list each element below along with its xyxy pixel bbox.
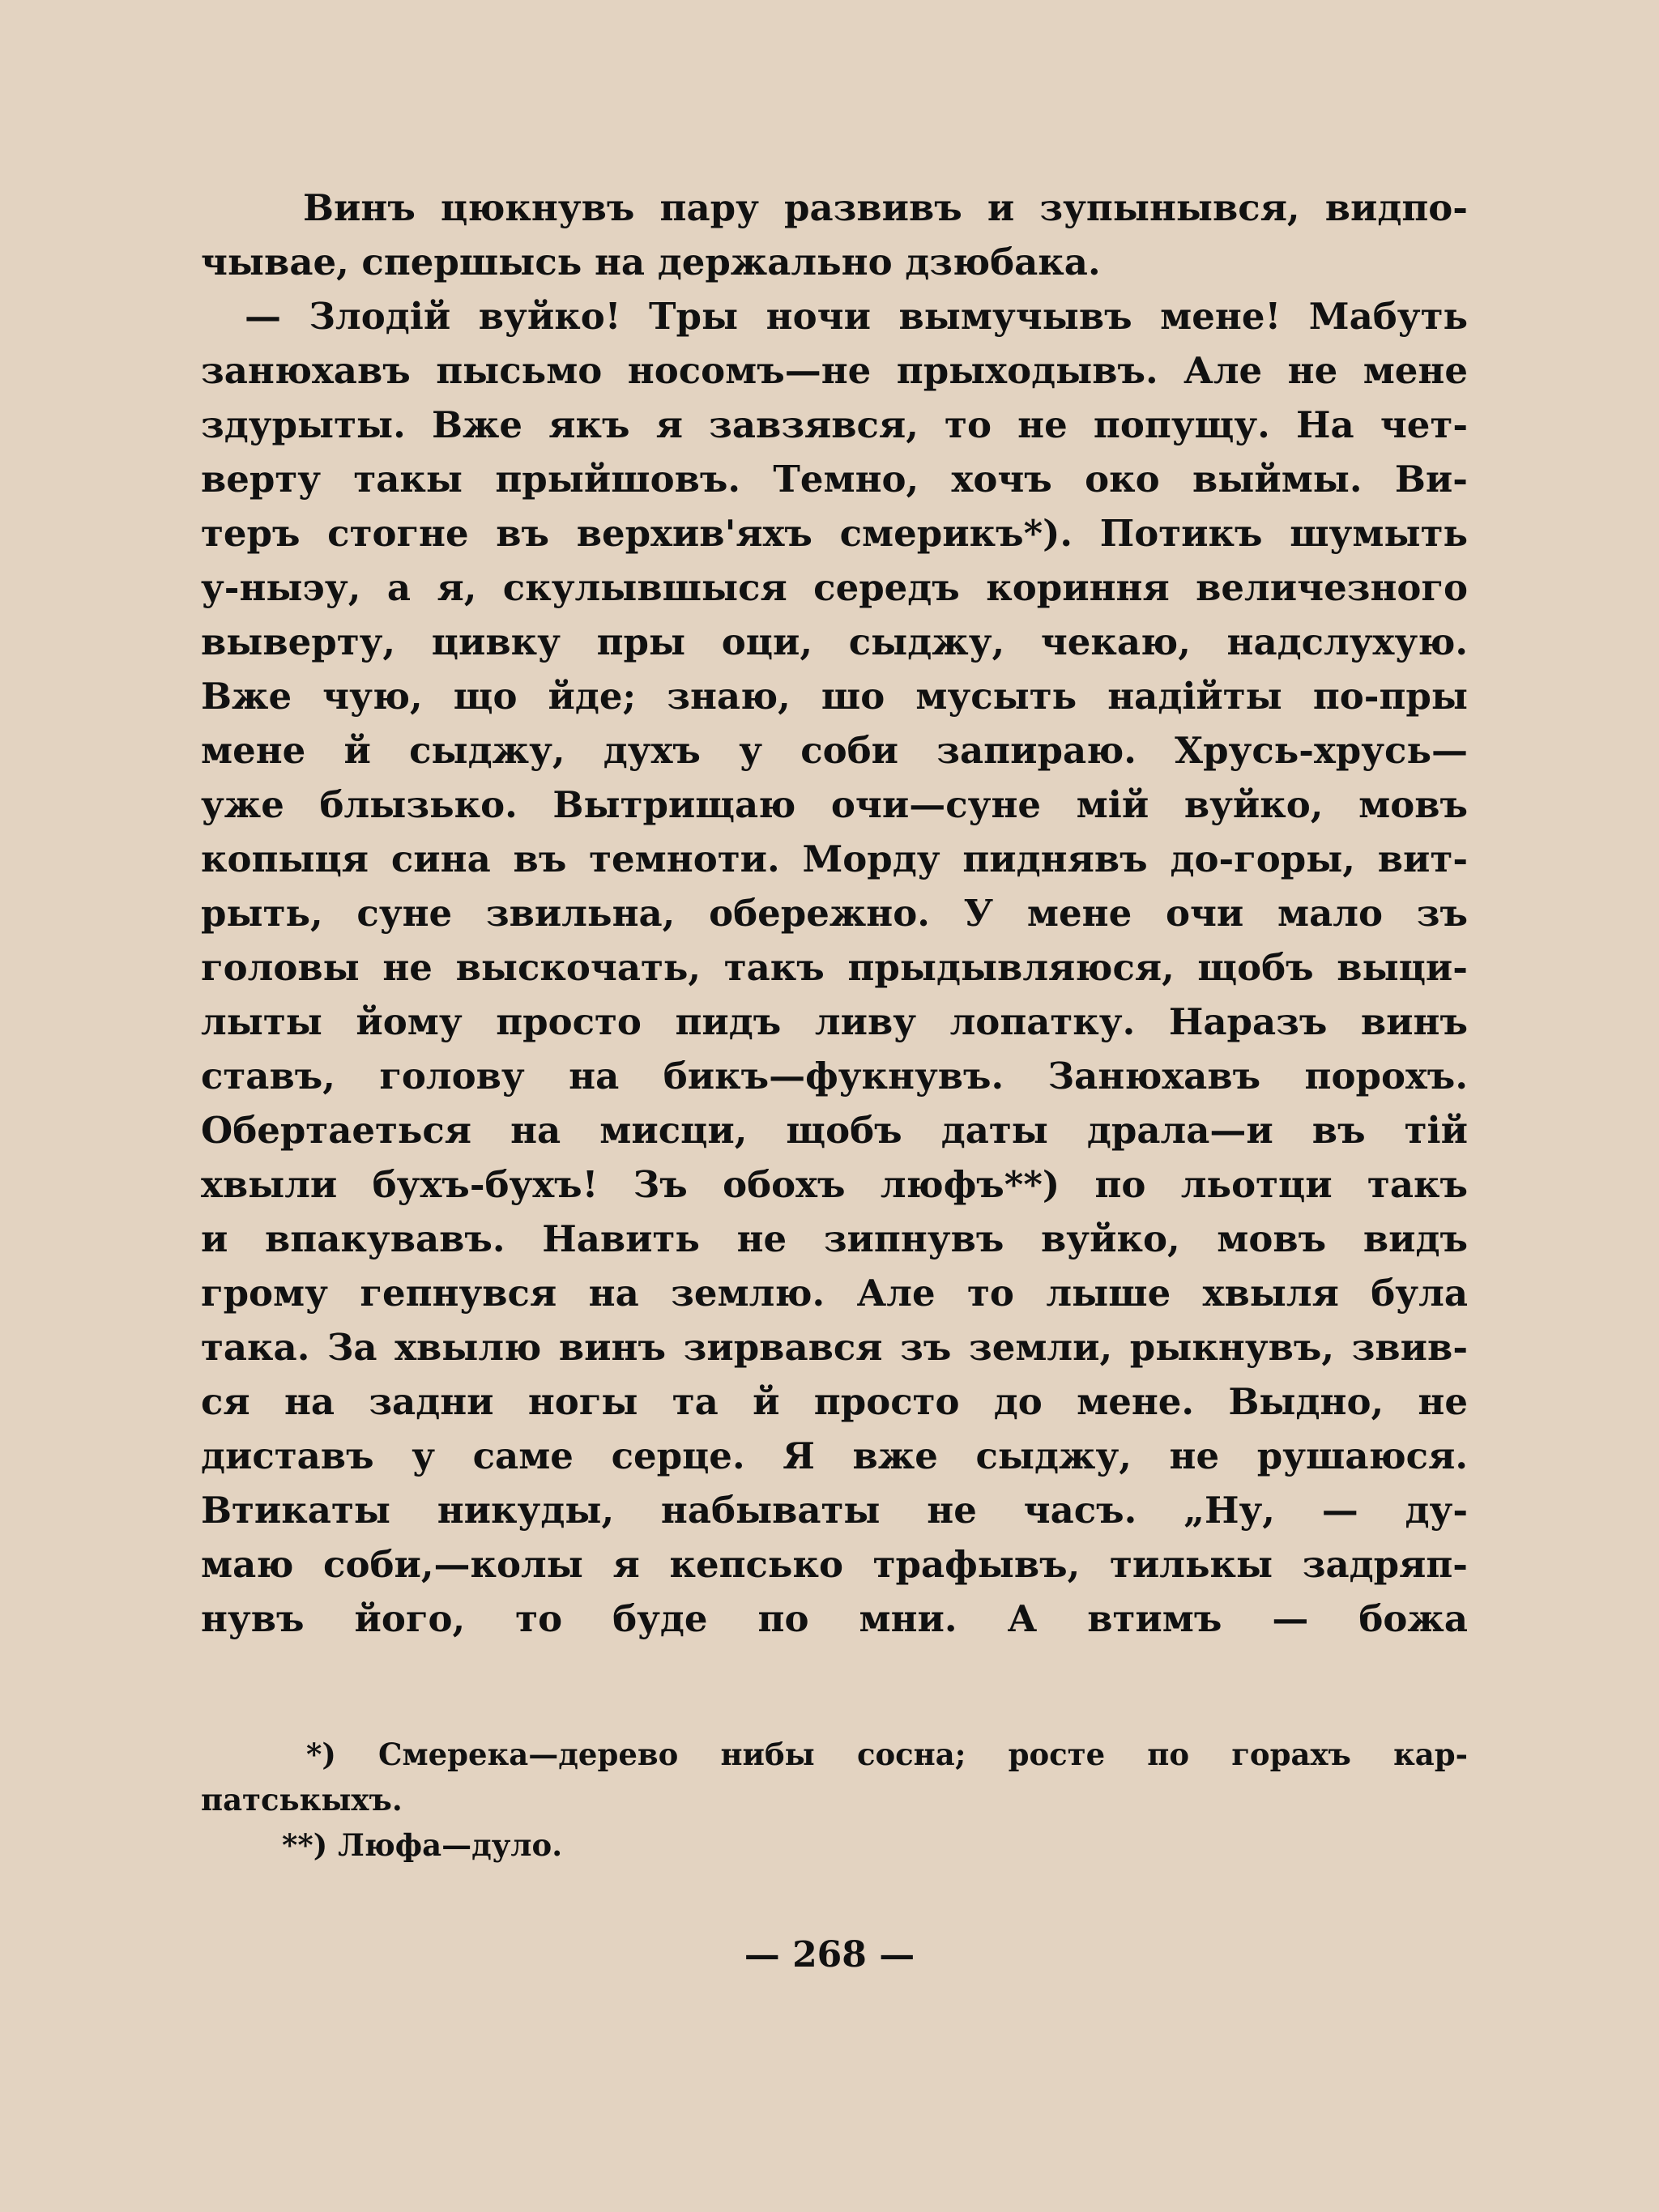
text-line: верту такы прыйшовъ. Темно, хочъ око выймы. Ви- bbox=[201, 458, 1468, 501]
text-line: здурыты. Вже якъ я завзявся, то не попущу. На чет- bbox=[201, 403, 1468, 446]
text-line: головы не выскочать, такъ прыдывляюся, щобъ выци- bbox=[201, 946, 1468, 989]
text-line: Обертаеться на мисци, щобъ даты драла—и въ тій bbox=[201, 1109, 1468, 1152]
footnotes bbox=[201, 1732, 1468, 1868]
text-line: мене й сыджу, духъ у соби запираю. Хрусь-хрусь— bbox=[201, 729, 1468, 772]
text-line: теръ стогне въ верхив'яхъ смерикъ*). Потикъ шумыть bbox=[201, 512, 1468, 555]
text-line: Вже чую, що йде; знаю, шо мусыть надійты по-пры bbox=[201, 675, 1468, 718]
text-line: ся на задни ногы та й просто до мене. Выдно, не bbox=[201, 1380, 1468, 1423]
footnote-2: **) Люфа—дуло. bbox=[282, 1827, 563, 1863]
text-line: грому гепнувся на землю. Але то лыше хвыля була bbox=[201, 1272, 1468, 1315]
text-line: рыть, суне звильна, обережно. У мене очи мало зъ bbox=[201, 892, 1468, 935]
text-line: и впакувавъ. Навить не зипнувъ вуйко, мовъ видъ bbox=[201, 1217, 1468, 1260]
text-line: ставъ, голову на бикъ—фукнувъ. Занюхавъ порохъ. bbox=[201, 1055, 1468, 1097]
page-number: — 268 — bbox=[744, 1934, 915, 1975]
text-line: диставъ у саме серце. Я вже сыджу, не рушаюся. bbox=[201, 1434, 1468, 1477]
footnote-1: *) Смерека—дерево нибы сосна; росте по горахъ кар- bbox=[306, 1737, 1468, 1772]
text-line: нувъ його, то буде по мни. А втимъ — божа bbox=[201, 1597, 1468, 1640]
text-line: уже блызько. Вытрищаю очи—суне мій вуйко, мовъ bbox=[201, 783, 1468, 826]
text-line: Втикаты никуды, набываты не часъ. „Ну, — ду- bbox=[201, 1489, 1468, 1532]
text-line: така. За хвылю винъ зирвався зъ земли, рыкнувъ, звив- bbox=[201, 1326, 1468, 1369]
text-line: копыця сина въ темноти. Морду пиднявъ до-горы, вит- bbox=[201, 837, 1468, 880]
text-line: чывае, спершысь на держально дзюбака. bbox=[201, 241, 1101, 283]
text-line: Винъ цюкнувъ пару развивъ и зупынывся, видпо- bbox=[303, 186, 1468, 229]
text-line: занюхавъ пысьмо носомъ—не прыходывъ. Але не мене bbox=[201, 349, 1468, 392]
body-text bbox=[201, 181, 1468, 1646]
text-line: — Злодій вуйко! Тры ночи вымучывъ мене! Мабуть bbox=[245, 295, 1468, 338]
text-line: хвыли бухъ-бухъ! Зъ обохъ люфъ**) по льотци такъ bbox=[201, 1163, 1468, 1206]
text-line: маю соби,—колы я кепсько трафывъ, тилькы задряп- bbox=[201, 1543, 1468, 1586]
text-line: лыты йому просто пидъ ливу лопатку. Наразъ винъ bbox=[201, 1000, 1468, 1043]
text-line: у-ныэу, а я, скулывшыся середъ кориння величезного bbox=[201, 566, 1468, 609]
footnote-1-continuation: патськыхъ. bbox=[201, 1782, 403, 1818]
text-line: выверту, цивку пры оци, сыджу, чекаю, надслухую. bbox=[201, 620, 1468, 663]
